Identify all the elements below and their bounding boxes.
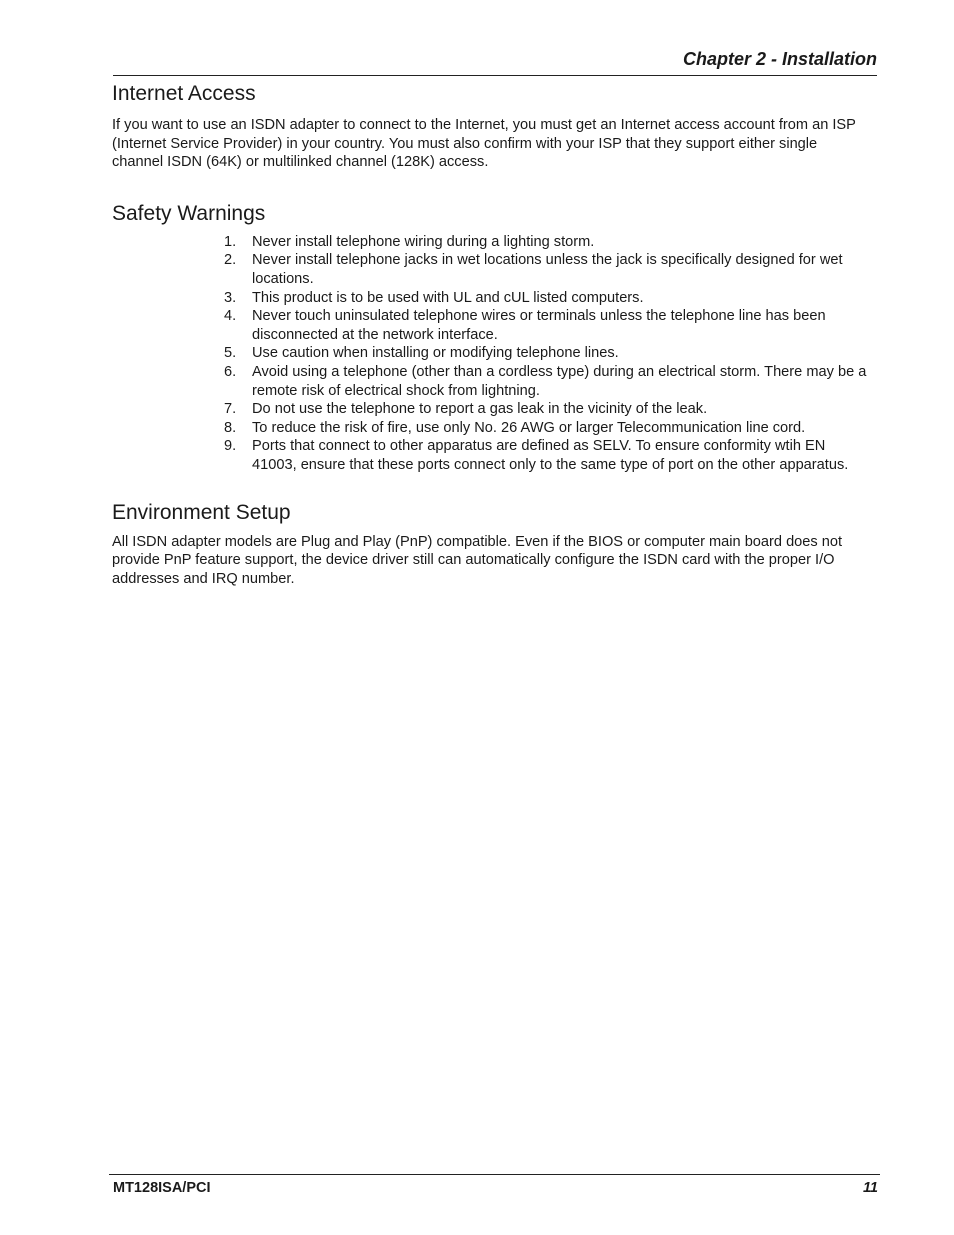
section-body-internet-access: If you want to use an ISDN adapter to connect to the Internet, you must get an Internet access account from an ISP (Internet Service Provider) in your country. You must also confirm with your ISP that they support either single channel ISDN (64K) or multilinked channel (128K) access. (112, 117, 856, 171)
list-item-number: 8. (224, 419, 237, 436)
section-body-environment-setup: All ISDN adapter models are Plug and Play (PnP) compatible. Even if the BIOS or computer main board does not provide PnP feature support, the device driver still can automatically configure the ISDN card with the proper I/O addresses and IRQ number. (112, 533, 843, 587)
section-title-internet-access: Internet Access (112, 82, 256, 105)
list-item-number: 1. (224, 233, 237, 250)
list-item-number: 7. (224, 401, 237, 418)
list-item (112, 419, 868, 438)
section-title-safety-warnings: Safety Warnings (112, 201, 266, 225)
list-item (112, 233, 868, 252)
list-item-number: 2. (224, 252, 237, 269)
list-item-number: 9. (224, 438, 237, 455)
section-title-environment-setup: Environment Setup (112, 500, 291, 524)
list-item (112, 400, 868, 419)
list-item-text: Ports that connect to other apparatus are defined as SELV. To ensure conformity wtih EN 41003, ensure that these ports connect only to the same type of port on the other apparatus. (252, 438, 849, 473)
list-item-text: Never install telephone jacks in wet locations unless the jack is specifically designed for wet locations. (252, 252, 843, 287)
list-item-number: 3. (224, 289, 237, 306)
list-item-number: 5. (224, 345, 237, 362)
chapter-title: Chapter 2 - Installation (682, 49, 877, 69)
list-item (112, 344, 868, 363)
footer-divider (109, 1174, 880, 1175)
list-item (112, 289, 868, 308)
list-item (112, 363, 868, 400)
footer-page-number: 11 (862, 1180, 878, 1196)
list-item-text: Never touch uninsulated telephone wires or terminals unless the telephone line has been disconnected at the network interface. (252, 308, 826, 343)
list-item-text: Avoid using a telephone (other than a cordless type) during an electrical storm. There may be a remote risk of electrical shock from lightning. (252, 363, 867, 399)
list-item (112, 437, 868, 474)
list-item (112, 307, 868, 344)
list-item-text: This product is to be used with UL and cUL listed computers. (252, 289, 644, 306)
list-item-number: 6. (224, 363, 237, 380)
footer-product-name: MT128ISA/PCI (113, 1180, 211, 1196)
list-item-text: To reduce the risk of fire, use only No. 26 AWG or larger Telecommunication line cord. (252, 419, 806, 436)
list-item-text: Do not use the telephone to report a gas leak in the vicinity of the leak. (252, 401, 708, 418)
list-item-number: 4. (224, 308, 237, 325)
list-item-text: Never install telephone wiring during a lighting storm. (252, 233, 595, 250)
page-content (112, 80, 868, 588)
list-item-text: Use caution when installing or modifying telephone lines. (252, 345, 619, 362)
safety-warnings-list (112, 233, 868, 475)
header-divider (113, 75, 877, 76)
list-item (112, 251, 868, 288)
